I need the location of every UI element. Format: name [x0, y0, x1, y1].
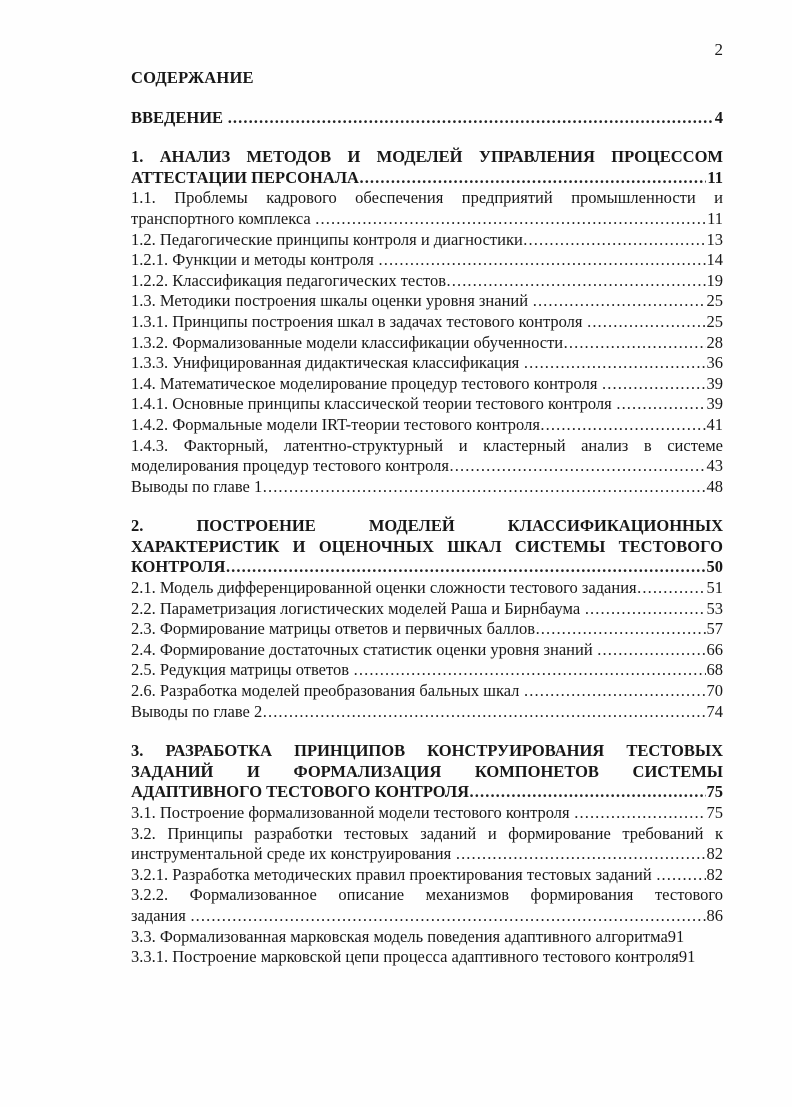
- chapter-heading-line: ХАРАКТЕРИСТИК И ОЦЕНОЧНЫХ ШКАЛ СИСТЕМЫ ТЕСТОВОГО: [131, 536, 723, 556]
- leader-dots: [470, 782, 706, 803]
- chapter-block: [131, 741, 723, 968]
- toc-entry-label: 3.2.1. Разработка методических правил проектирования тестовых заданий: [131, 864, 656, 884]
- leader-dots: [228, 108, 714, 129]
- leader-dots: [564, 333, 706, 354]
- chapter-heading-line: 2. ПОСТРОЕНИЕ МОДЕЛЕЙ КЛАССИФИКАЦИОННЫХ: [131, 516, 723, 536]
- leader-dots: [523, 230, 705, 251]
- toc-entry-label: 1.3.2. Формализованные модели классификации обученности: [131, 332, 564, 352]
- toc-entry-page: 68: [706, 660, 723, 680]
- toc-entry-line: 3.2. Принципы разработки тестовых заданий и формирование требований к: [131, 823, 723, 843]
- toc-entry-page: 19: [706, 270, 723, 290]
- toc-entry-label: 3.3. Формализованная марковская модель поведения адаптивного алгоритма: [131, 926, 668, 946]
- toc-entry-label: 1.3.3. Унифицированная дидактическая классификация: [131, 353, 524, 373]
- chapter-heading-label: АДАПТИВНОГО ТЕСТОВОГО КОНТРОЛЯ: [131, 782, 470, 802]
- leader-dots: [447, 271, 706, 292]
- toc-entry[interactable]: [131, 291, 723, 312]
- leader-dots: [263, 477, 706, 498]
- leader-dots: [597, 640, 705, 661]
- toc-entry[interactable]: [131, 374, 723, 395]
- leader-dots: [315, 209, 706, 230]
- leader-dots: [450, 456, 706, 477]
- toc-entry[interactable]: [131, 803, 723, 824]
- toc-entry-page: 91: [678, 947, 696, 967]
- toc-entry-page: 74: [706, 701, 723, 721]
- toc-entry[interactable]: [131, 681, 723, 702]
- leader-dots: [574, 803, 705, 824]
- leader-dots: [533, 291, 706, 312]
- leader-dots: [359, 168, 706, 189]
- toc-entry-label: Выводы по главе 2: [131, 701, 263, 721]
- leader-dots: [190, 906, 705, 927]
- toc-entry-label: 2.3. Формирование матрицы ответов и первичных баллов: [131, 619, 536, 639]
- toc-entry-page: 66: [706, 639, 723, 659]
- toc-entry[interactable]: [131, 578, 723, 599]
- chapter-list: [131, 147, 723, 968]
- toc-entry-page: 86: [706, 905, 723, 925]
- toc-entry[interactable]: [131, 415, 723, 436]
- toc-entry-page: 39: [706, 373, 723, 393]
- intro-entry[interactable]: [131, 108, 723, 129]
- toc-entry[interactable]: [131, 619, 723, 640]
- toc-entry-page: 75: [706, 803, 723, 822]
- leader-dots: [524, 681, 705, 702]
- toc-entry-page: 51: [706, 578, 723, 598]
- toc-entry[interactable]: [131, 865, 723, 886]
- chapter-page-number: 50: [706, 557, 723, 577]
- toc-entry-label: задания: [131, 905, 190, 925]
- chapter-block: [131, 147, 723, 497]
- leader-dots: [263, 702, 706, 723]
- toc-entry-label: 2.4. Формирование достаточных статистик оценки уровня знаний: [131, 639, 597, 659]
- intro-page: 4: [714, 107, 723, 127]
- toc-entry-label: 3.1. Построение формализованной модели тестового контроля: [131, 803, 574, 822]
- chapter-heading-entry[interactable]: [131, 168, 723, 189]
- toc-entry[interactable]: [131, 333, 723, 354]
- toc-entry-label: 1.4.2. Формальные модели IRT-теории тестового контроля: [131, 414, 540, 434]
- toc-entry-page: 82: [706, 864, 723, 884]
- intro-label: ВВЕДЕНИЕ: [131, 107, 228, 127]
- toc-entry[interactable]: [131, 947, 723, 968]
- table-of-contents: [131, 68, 723, 968]
- toc-entry-label: 1.3.1. Принципы построения шкал в задачах тестового контроля: [131, 311, 587, 331]
- toc-entry-label: 2.6. Разработка моделей преобразования бальных шкал: [131, 681, 524, 701]
- toc-entry-page: 11: [707, 208, 723, 228]
- toc-entry[interactable]: [131, 250, 723, 271]
- toc-entry-label: 2.2. Параметризация логистических моделей Раша и Бирнбаума: [131, 598, 585, 618]
- toc-entry-label: 1.4. Математическое моделирование процедур тестового контроля: [131, 373, 602, 393]
- toc-entry-page: 36: [706, 353, 723, 373]
- toc-entry-page: 13: [706, 229, 723, 249]
- toc-entry-page: 53: [706, 598, 723, 618]
- toc-entry[interactable]: [131, 844, 723, 865]
- toc-entry-page: 25: [706, 291, 723, 311]
- toc-entry[interactable]: [131, 456, 723, 477]
- chapter-heading-label: АТТЕСТАЦИИ ПЕРСОНАЛА: [131, 167, 359, 187]
- leader-dots: [524, 353, 706, 374]
- toc-entry-line: 1.1. Проблемы кадрового обеспечения предприятий промышленности и: [131, 188, 723, 208]
- chapter-page-number: 11: [707, 167, 723, 187]
- leader-dots: [616, 394, 705, 415]
- toc-entry-page: 43: [706, 456, 723, 476]
- toc-entry-label: 1.3. Методики построения шкалы оценки уровня знаний: [131, 291, 533, 311]
- chapter-heading-entry[interactable]: [131, 557, 723, 578]
- leader-dots: [354, 660, 706, 681]
- leader-dots: [540, 415, 705, 436]
- toc-entry[interactable]: [131, 477, 723, 498]
- chapter-page-number: 75: [706, 782, 723, 802]
- toc-entry-page: 14: [706, 250, 723, 270]
- toc-entry-label: 1.2.2. Классификация педагогических тестов: [131, 270, 447, 290]
- toc-entry[interactable]: [131, 906, 723, 927]
- toc-entry[interactable]: [131, 394, 723, 415]
- toc-entry[interactable]: [131, 230, 723, 251]
- toc-entry[interactable]: [131, 209, 723, 230]
- toc-entry-page: 28: [706, 332, 723, 352]
- leader-dots: [536, 619, 706, 640]
- toc-entry-page: 57: [706, 619, 723, 639]
- chapter-block: [131, 516, 723, 722]
- leader-dots: [379, 250, 706, 271]
- leader-dots: [587, 312, 705, 333]
- chapter-heading-entry[interactable]: [131, 782, 723, 803]
- toc-entry-line: 1.4.3. Факторный, латентно-структурный и кластерный анализ в системе: [131, 435, 723, 455]
- leader-dots: [456, 844, 706, 865]
- leader-dots: [226, 557, 706, 578]
- leader-dots: [585, 599, 706, 620]
- toc-entry[interactable]: [131, 640, 723, 661]
- page-number: 2: [714, 40, 723, 59]
- toc-entry-label: Выводы по главе 1: [131, 476, 263, 496]
- toc-entry-label: 2.5. Редукция матрицы ответов: [131, 660, 354, 680]
- toc-entry-page: 25: [706, 311, 723, 331]
- toc-entry-page: 41: [706, 414, 723, 434]
- toc-entry-page: 39: [706, 394, 723, 414]
- toc-entry[interactable]: [131, 271, 723, 292]
- chapter-heading-line: 3. РАЗРАБОТКА ПРИНЦИПОВ КОНСТРУИРОВАНИЯ ТЕСТОВЫХ: [131, 741, 723, 761]
- leader-dots: [602, 374, 705, 395]
- leader-dots: [656, 865, 705, 886]
- toc-entry-label: 1.2.1. Функции и методы контроля: [131, 250, 378, 270]
- toc-entry-line: 3.2.2. Формализованное описание механизмов формирования тестового: [131, 885, 723, 905]
- toc-entry-page: 82: [706, 844, 723, 864]
- toc-entry-label: транспортного комплекса: [131, 208, 315, 228]
- page-title: СОДЕРЖАНИЕ: [131, 68, 254, 87]
- toc-entry-label: 1.2. Педагогические принципы контроля и диагностики: [131, 229, 523, 249]
- toc-entry[interactable]: [131, 660, 723, 681]
- chapter-heading-line: ЗАДАНИЙ И ФОРМАЛИЗАЦИЯ КОМПОНЕТОВ СИСТЕМЫ: [131, 761, 723, 781]
- chapter-heading-label: КОНТРОЛЯ: [131, 557, 226, 577]
- toc-entry-label: 2.1. Модель дифференцированной оценки сложности тестового задания: [131, 578, 637, 598]
- chapter-heading-line: 1. АНАЛИЗ МЕТОДОВ И МОДЕЛЕЙ УПРАВЛЕНИЯ ПРОЦЕССОМ: [131, 147, 723, 167]
- toc-entry-page: 48: [706, 476, 723, 496]
- toc-entry[interactable]: [131, 702, 723, 723]
- toc-entry[interactable]: [131, 927, 723, 948]
- toc-entry-label: 1.4.1. Основные принципы классической теории тестового контроля: [131, 394, 616, 414]
- toc-entry[interactable]: [131, 353, 723, 374]
- toc-entry-label: моделирования процедур тестового контроля: [131, 456, 450, 476]
- toc-entry-label: 3.3.1. Построение марковской цепи процесса адаптивного тестового контроля: [131, 947, 679, 967]
- toc-entry[interactable]: [131, 599, 723, 620]
- toc-entry[interactable]: [131, 312, 723, 333]
- toc-entry-label: инструментальной среде их конструирования: [131, 844, 456, 864]
- toc-entry-page: 91: [667, 926, 685, 946]
- leader-dots: [637, 578, 705, 599]
- toc-entry-page: 70: [706, 681, 723, 701]
